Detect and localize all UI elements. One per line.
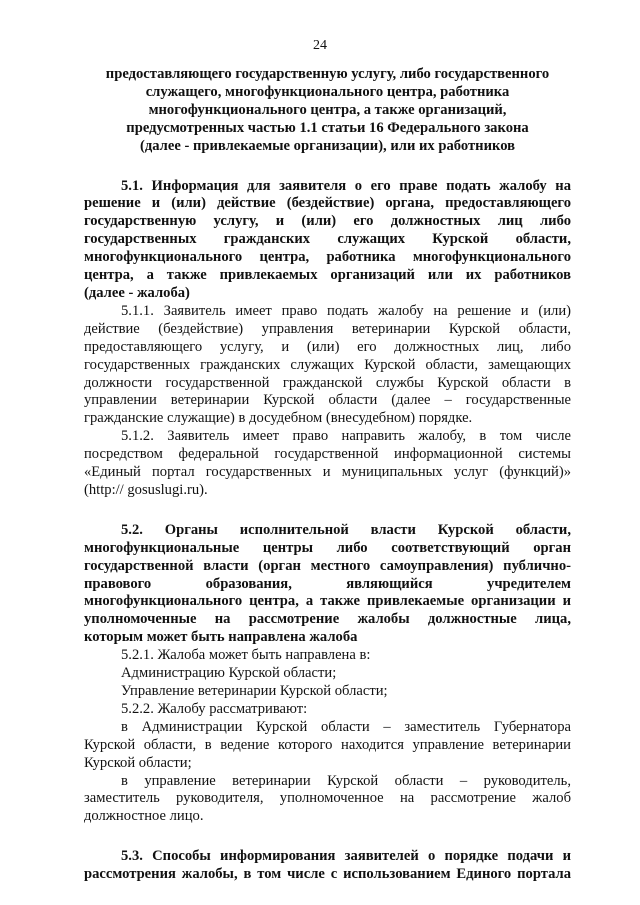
text-line: в управление ветеринарии Курской области – руководитель, <box>121 772 571 789</box>
heading-line: государственной власти (орган местного самоуправления) публично- <box>84 557 571 574</box>
heading-line: правового образования, являющийся учредителем <box>84 575 571 592</box>
text-line: должности государственной гражданской службы Курской области в <box>84 374 571 391</box>
heading-line: решение и (или) действие (бездействие) органа, предоставляющего <box>84 195 571 212</box>
page-content <box>84 66 571 884</box>
text-line: 5.1.1. Заявитель имеет право подать жалобу на решение и (или) <box>121 302 571 319</box>
paragraph-administration <box>84 719 571 773</box>
heading-line: рассмотрения жалобы, в том числе с использованием Единого портала <box>84 866 571 883</box>
text-line: предоставляющего услугу, и (или) его должностных лиц, либо <box>84 338 571 355</box>
header-line: многофункционального центра, а также организаций, <box>148 101 507 118</box>
paragraph-5-1-1 <box>84 303 571 428</box>
text-line: (http:// gosuslugi.ru). <box>84 481 208 498</box>
text-line: гражданские служащие) в досудебном (внесудебном) порядке. <box>84 410 473 427</box>
page-number: 24 <box>313 38 327 53</box>
heading-line: центра, а также привлекаемых организаций или их работников <box>84 267 571 284</box>
heading-line: 5.1. Информация для заявителя о его праве подать жалобу на <box>121 177 571 194</box>
section-header-continuation <box>84 66 571 156</box>
header-line: предусмотренных частью 1.1 статьи 16 Федерального закона <box>126 119 529 136</box>
section-5-1-heading <box>84 178 571 303</box>
heading-line: (далее - жалоба) <box>84 284 190 301</box>
text-line: управлении ветеринарии Курской области (далее – государственные <box>84 392 571 409</box>
heading-line: уполномоченные на рассмотрение жалобы должностные лица, <box>84 611 571 628</box>
header-line: (далее - привлекаемые организации), или их работников <box>139 137 516 154</box>
text-line: действие (бездействие) управления ветеринарии Курской области, <box>84 320 571 337</box>
header-line: служащего, многофункционального центра, работника <box>145 83 510 100</box>
heading-line: многофункциональные центры либо соответствующий орган <box>84 539 571 556</box>
heading-line: многофункционального центра, а также привлекаемые организации и <box>84 593 571 610</box>
heading-line: многофункционального центра, работника многофункционального <box>84 249 571 266</box>
text-line: в Администрации Курской области – заместитель Губернатора <box>121 718 571 735</box>
heading-line: государственных гражданских служащих Курской области, <box>84 231 571 248</box>
text-line: 5.1.2. Заявитель имеет право направить жалобу, в том числе <box>121 428 571 445</box>
item-5-2-1-a: Администрацию Курской области; <box>121 665 337 682</box>
heading-line: 5.2. Органы исполнительной власти Курской области, <box>121 521 571 538</box>
text-line: «Единый портал государственных и муниципальных услуг (функций)» <box>84 464 571 481</box>
header-line: предоставляющего государственную услугу, либо государственного <box>105 66 550 82</box>
text-line: Курской области, в ведение которого находится управление ветеринарии <box>84 736 571 753</box>
heading-line: государственную услугу, и (или) его должностных лиц либо <box>84 213 571 230</box>
paragraph-5-1-2 <box>84 428 571 500</box>
text-line: посредством федеральной государственной информационной системы <box>84 446 571 463</box>
text-line: заместитель руководителя, уполномоченное на рассмотрение жалоб <box>84 790 571 807</box>
section-5-2-heading <box>84 522 571 647</box>
heading-line: 5.3. Способы информирования заявителей о порядке подачи и <box>121 848 571 865</box>
paragraph-veterinary <box>84 773 571 827</box>
item-5-2-2: 5.2.2. Жалобу рассматривают: <box>121 700 308 717</box>
heading-line: которым может быть направлена жалоба <box>84 629 358 646</box>
text-line: Курской области; <box>84 754 192 771</box>
text-line: должностное лицо. <box>84 808 204 825</box>
section-5-3-heading <box>84 848 571 884</box>
item-5-2-1: 5.2.1. Жалоба может быть направлена в: <box>121 647 371 664</box>
item-5-2-1-b: Управление ветеринарии Курской области; <box>121 683 388 699</box>
text-line: государственных гражданских служащих Курской области, замещающих <box>84 356 571 373</box>
